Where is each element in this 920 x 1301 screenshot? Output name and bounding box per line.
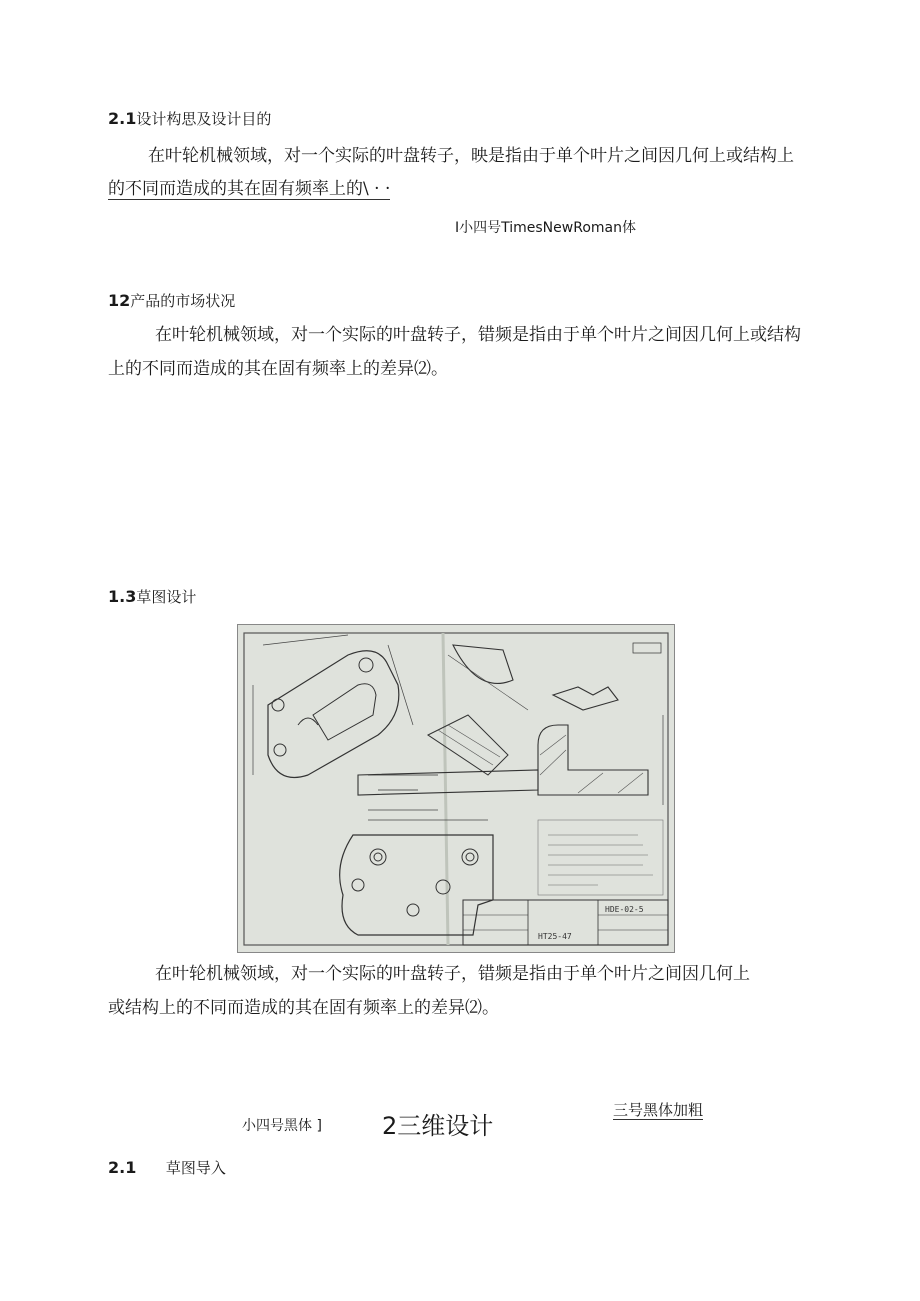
section-heading-1-2 [108,290,235,311]
font-annotation-left: 小四号黑体 ] [242,1118,322,1134]
section-number: 1.3 [108,587,137,606]
paragraph-line: 或结构上的不同而造成的其在固有频率上的差异⑵。 [108,998,499,1018]
section-title: 草图设计 [136,588,197,606]
chapter-title: 2三维设计 [382,1112,494,1140]
paragraph-line [108,173,390,206]
paragraph-line: 在叶轮机械领域，对一个实际的叶盘转子，映是指由于单个叶片之间因几何上或结构上 [148,146,794,166]
drawing-number: HDE-02-5 [605,905,644,914]
paragraph-line: 在叶轮机械领域，对一个实际的叶盘转子，错频是指由于单个叶片之间因几何上或结构 [155,325,801,345]
paragraph-line: 在叶轮机械领域，对一个实际的叶盘转子，错频是指由于单个叶片之间因几何上 [155,964,750,984]
section-number: 2.1 [108,1158,137,1177]
section-title: 产品的市场状况 [130,292,236,310]
drawing-svg [238,625,674,952]
section-number: 12 [108,291,131,310]
section-heading-2-1b [108,1157,226,1178]
section-title: 草图导入 [165,1159,226,1177]
font-annotation-right [613,1099,703,1120]
section-heading-2-1 [108,108,271,129]
font-annotation: I小四号TimesNewRoman体 [455,220,636,236]
annotation-text: 三号黑体加粗 [613,1101,704,1119]
paragraph-text: 的不同而造成的其在固有频率上的\ · · [108,179,391,199]
engineering-drawing-image [237,624,675,953]
title-block-label: HT25-47 [538,932,572,941]
paragraph-line: 上的不同而造成的其在固有频率上的差异⑵。 [108,359,448,379]
section-number: 2.1 [108,109,137,128]
section-heading-1-3 [108,586,196,607]
section-title: 设计构思及设计目的 [136,110,272,128]
